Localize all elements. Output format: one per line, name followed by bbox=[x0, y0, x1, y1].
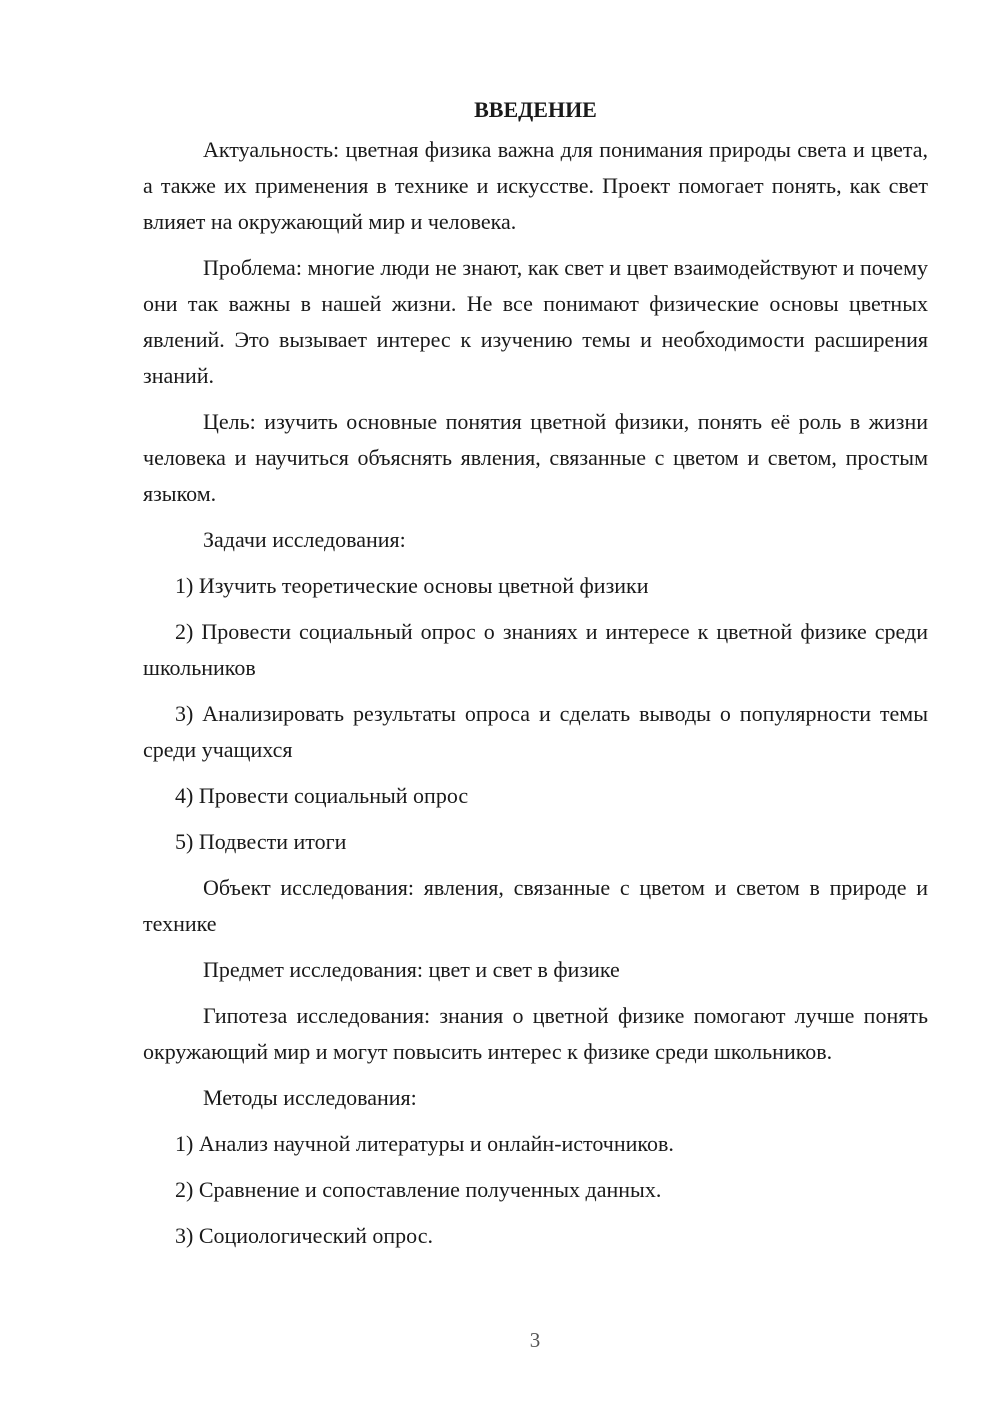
task-item: 4) Провести социальный опрос bbox=[175, 783, 469, 808]
relevance-paragraph: Актуальность: цветная физика важна для понимания природы света и цвета, а также их применения в технике и искусстве. Проект помогает понять, как свет влияет на окружающий мир и человека. bbox=[143, 137, 928, 234]
method-item: 1) Анализ научной литературы и онлайн-источников. bbox=[175, 1131, 674, 1156]
subject-paragraph: Предмет исследования: цвет и свет в физике bbox=[203, 957, 620, 982]
method-item: 2) Сравнение и сопоставление полученных данных. bbox=[175, 1177, 662, 1202]
methods-heading: Методы исследования: bbox=[203, 1085, 417, 1110]
goal-paragraph: Цель: изучить основные понятия цветной физики, понять её роль в жизни человека и научиться объяснять явления, связанные с цветом и светом, простым языком. bbox=[143, 409, 928, 506]
object-paragraph: Объект исследования: явления, связанные с цветом и светом в природе и технике bbox=[143, 875, 928, 936]
hypothesis-paragraph: Гипотеза исследования: знания о цветной физике помогают лучше понять окружающий мир и могут повысить интерес к физике среди школьников. bbox=[143, 1003, 928, 1064]
task-item: 2) Провести социальный опрос о знаниях и интересе к цветной физике среди школьников bbox=[143, 619, 928, 680]
tasks-heading: Задачи исследования: bbox=[203, 527, 406, 552]
section-title: ВВЕДЕНИЕ bbox=[474, 97, 597, 122]
problem-paragraph: Проблема: многие люди не знают, как свет и цвет взаимодействуют и почему они так важны в нашей жизни. Не все понимают физические основы цветных явлений. Это вызывает интерес к изучению темы и необходимости расширения знаний. bbox=[143, 255, 928, 388]
task-item: 1) Изучить теоретические основы цветной физики bbox=[175, 573, 649, 598]
task-item: 3) Анализировать результаты опроса и сделать выводы о популярности темы среди учащихся bbox=[143, 701, 928, 762]
method-item: 3) Социологический опрос. bbox=[175, 1223, 433, 1248]
document-body bbox=[143, 92, 928, 1264]
task-item: 5) Подвести итоги bbox=[175, 829, 347, 854]
page-number: 3 bbox=[529, 1328, 541, 1352]
